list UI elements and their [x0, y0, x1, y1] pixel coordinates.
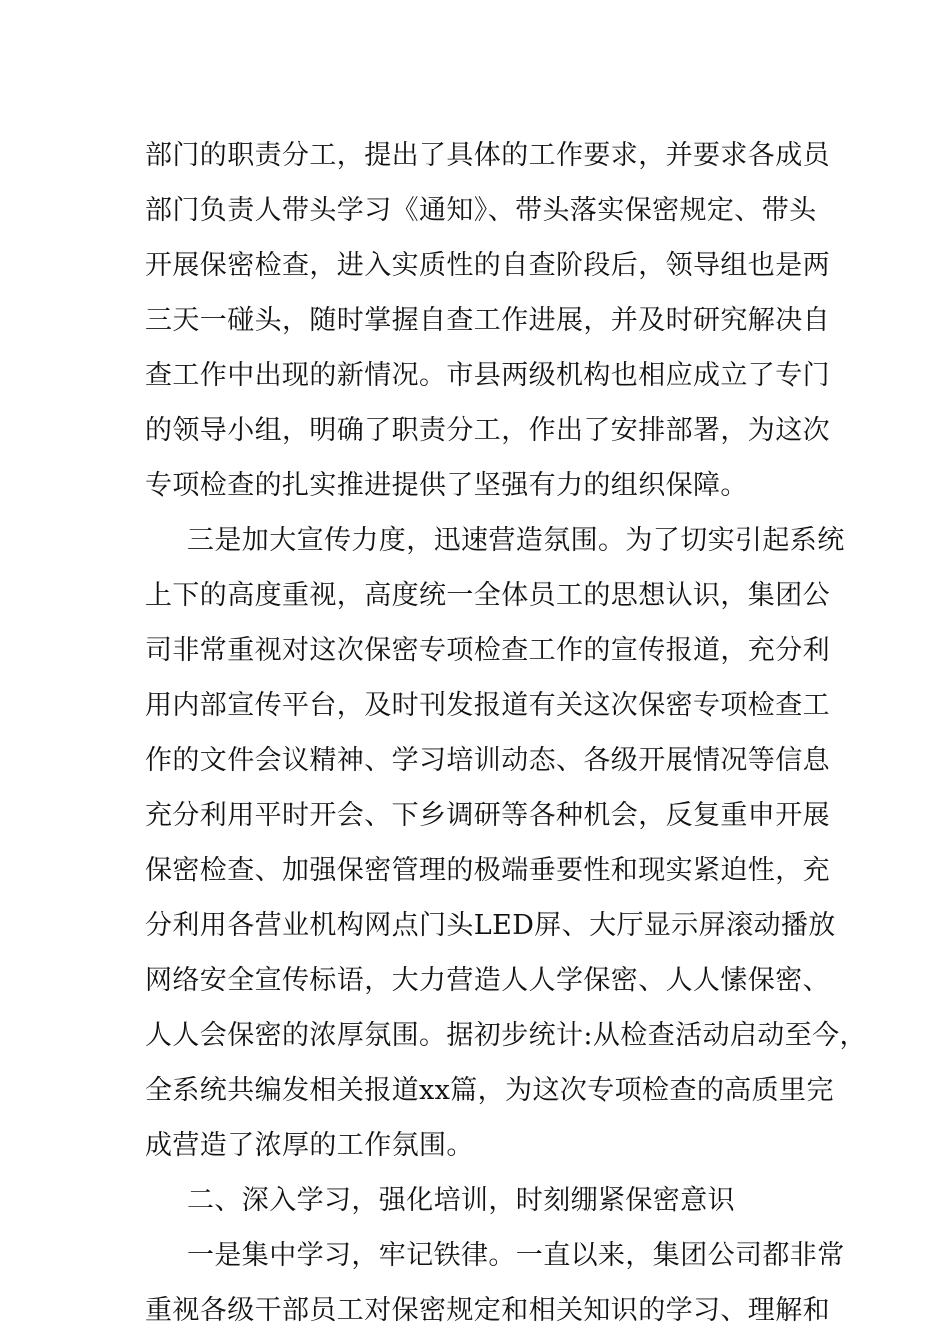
text-line: 网络安全宣传标语，大力营造人人学保密、人人愫保密、 — [145, 965, 830, 996]
text-line: 开展保密检查，进入实质性的自查阶段后，领导组也是两 — [145, 250, 830, 281]
text-line: 充分利用平时开会、下乡调研等各种机会，反复重申开展 — [145, 800, 830, 831]
text-line: 查工作中出现的新情况。市县两级机构也相应成立了专门 — [145, 360, 830, 391]
text-line: 上下的高度重视，高度统一全体员工的思想认识，集团公 — [145, 580, 830, 611]
text-line: 保密检查、加强保密管理的极端垂要性和现实紧迫性，充 — [145, 855, 830, 886]
text-line: 人人会保密的浓厚氛围。据初步统计:从检查活动启动至今， — [145, 1020, 867, 1051]
text-line: 全系统共编发相关报道xx篇，为这次专项检查的高质里完 — [145, 1075, 834, 1106]
text-line: 作的文件会议精神、学习培训动态、各级开展情况等信息 — [145, 745, 830, 776]
text-line: 用内部宣传平台，及时刊发报道有关这次保密专项检查工 — [145, 690, 830, 721]
text-line: 重视各级干部员工对保密规定和相关知识的学习、理解和 — [145, 1295, 830, 1326]
text-line: 部门的职责分工，提出了具体的工作要求，并要求各成员 — [145, 140, 830, 171]
text-line: 成营造了浓厚的工作氛围。 — [145, 1130, 474, 1161]
text-line: 三天一碰头，随时掌握自查工作进展，并及时研究解决自 — [145, 305, 830, 336]
text-line: 司非常重视对这次保密专项检查工作的宣传报道，充分利 — [145, 635, 830, 666]
text-line: 部门负责人带头学习《通知》、带头落实保密规定、带头 — [145, 195, 817, 226]
text-line: 分利用各营业机构网点门头LED屏、大厅显示屏滚动播放 — [145, 910, 836, 941]
paragraph-start-line: 三是加大宣传力度，迅速营造氛围。为了切实引起系统 — [187, 525, 845, 556]
text-line: 的领导小组，明确了职责分工，作出了安排部署，为这次 — [145, 415, 830, 446]
section-heading: 二、深入学习，强化培训，时刻绷紧保密意识 — [187, 1185, 735, 1216]
document-body — [145, 128, 867, 1338]
text-line: 专项检查的扎实推进提供了坚强有力的组织保障。 — [145, 470, 748, 501]
paragraph-start-line: 一是集中学习，牢记铁律。一直以来，集团公司都非常 — [187, 1240, 845, 1271]
